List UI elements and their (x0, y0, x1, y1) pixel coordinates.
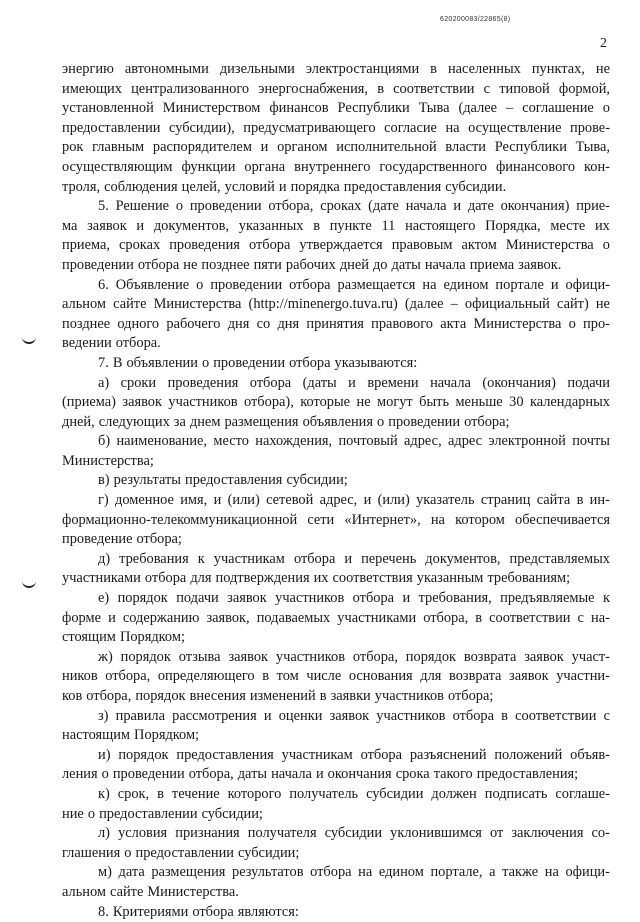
text-line: имеющих централизованного энергоснабжения, в соответствии с типовой формой, (62, 80, 610, 97)
text-line: проведении отбора не позднее пяти рабочих дней до даты начала приема заявок. (62, 256, 562, 273)
text-line: ников отбора, определяющего в том числе основания для возврата заявок участни- (62, 668, 610, 685)
text-line: формационно-телекоммуникационной сети «Интернет», на котором обеспечивается (62, 511, 610, 528)
text-line: д) требования к участникам отбора и перечень документов, представляемых (98, 550, 610, 567)
text-line: осуществляющим функции органа внутреннего государственного финансового кон- (62, 158, 610, 175)
text-line: позднее одного рабочего дня со дня принятия правового акта Министерства о про- (62, 315, 610, 332)
text-line: 7. В объявлении о проведении отбора указываются: (98, 354, 418, 371)
text-line: ков отбора, порядок внесения изменений в заявки участников отбора; (62, 688, 494, 704)
text-line: настоящим Порядком; (62, 727, 200, 744)
text-line: стоящим Порядком; (62, 629, 185, 646)
text-line: дней, следующих за днем размещения объявления о проведении отбора; (62, 413, 510, 430)
text-line: ние о предоставлении субсидии; (62, 805, 263, 822)
text-line: троля, соблюдения целей, условий и порядка предоставления субсидии. (62, 178, 507, 195)
document-body (62, 60, 610, 922)
text-line: л) условия признания получателя субсидии уклонившимся от заключения со- (98, 825, 610, 842)
text-line: приема, сроках проведения отбора утверждается правовым актом Министерства о (62, 237, 610, 254)
text-line: 5. Решение о проведении отбора, сроках (дате начала и дате окончания) прие- (98, 198, 610, 215)
text-line: Министерства; (62, 452, 154, 469)
text-line: ж) порядок отзыва заявок участников отбора, порядок возврата заявок участ- (98, 648, 610, 665)
text-line: к) срок, в течение которого получатель субсидии должен подписать соглаше- (98, 785, 610, 802)
document-id: 620200083/22865(8) (440, 16, 511, 23)
text-line: проведение отбора; (62, 531, 182, 548)
text-line: ления о проведении отбора, даты начала и окончания срока такого предоставления; (62, 766, 579, 783)
page-number: 2 (600, 36, 607, 51)
text-line: установленной Министерством финансов Республики Тыва (далее – соглашение о (62, 100, 610, 117)
text-line: и) порядок предоставления участникам отбора разъяснений положений объяв- (98, 746, 610, 763)
text-line: б) наименование, место нахождения, почтовый адрес, адрес электронной почты (98, 433, 610, 450)
text-line: участниками отбора для подтверждения их соответствия указанным требованиям; (62, 570, 571, 587)
margin-pen-mark (22, 580, 36, 588)
text-line: з) правила рассмотрения и оценки заявок участников отбора в соответствии с (98, 707, 610, 724)
text-line: 6. Объявление о проведении отбора размещается на едином портале и офици- (98, 276, 610, 293)
text-line: е) порядок подачи заявок участников отбора и требования, предъявляемые к (98, 590, 610, 607)
text-line: альном сайте Министерства (http://minenergo.tuva.ru) (далее – официальный сайт) не (62, 296, 610, 313)
text-line: форме и содержанию заявок, подаваемых участниками отбора, в соответствии с на- (62, 609, 610, 626)
text-line: альном сайте Министерства. (62, 883, 239, 900)
text-line: глашения о предоставлении субсидии; (62, 844, 300, 861)
text-line: 8. Критериями отбора являются: (98, 903, 299, 920)
text-line: (приема) заявок участников отбора), которые не могут быть меньше 30 календарных (62, 394, 610, 411)
text-line: энергию автономными дизельными электростанциями в населенных пунктах, не (62, 61, 610, 77)
text-line: г) доменное имя, и (или) сетевой адрес, и (или) указатель страниц сайта в ин- (98, 492, 610, 509)
text-line: в) результаты предоставления субсидии; (98, 472, 348, 489)
text-line: предоставлении субсидии), предусматривающего согласие на осуществление прове- (62, 119, 610, 136)
text-line: ма заявок и документов, указанных в пункте 11 настоящего Порядка, месте их (62, 217, 610, 234)
text-line: м) дата размещения результатов отбора на едином портале, а также на офици- (98, 864, 610, 881)
text-line: ведении отбора. (62, 335, 161, 352)
margin-pen-mark (22, 336, 36, 344)
text-line: а) сроки проведения отбора (даты и времени начала (окончания) подачи (98, 374, 610, 391)
text-line: рок главным распорядителем и органом исполнительной власти Республики Тыва, (62, 139, 610, 156)
